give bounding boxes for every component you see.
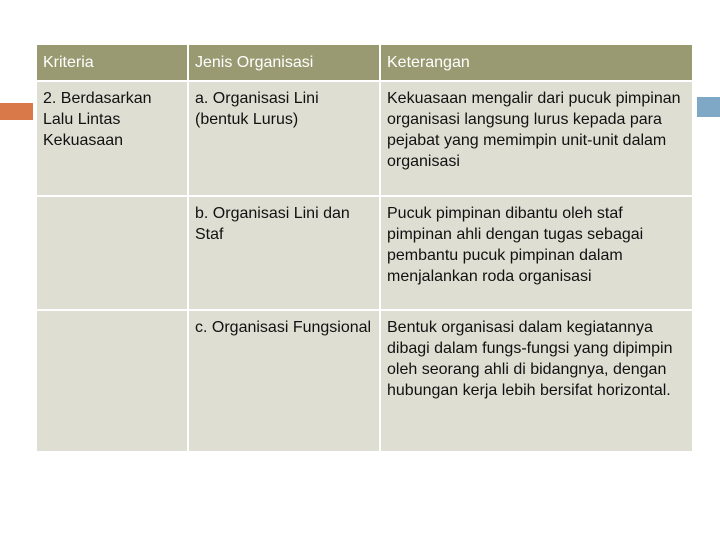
cell-jenis: c. Organisasi Fungsional [188, 310, 380, 452]
cell-kriteria [36, 310, 188, 452]
blue-accent-bar [697, 97, 720, 117]
cell-jenis: a. Organisasi Lini (bentuk Lurus) [188, 81, 380, 196]
table-row [36, 196, 693, 310]
table-header-row [36, 44, 693, 81]
cell-keterangan: Pucuk pimpinan dibantu oleh staf pimpinan ahli dengan tugas sebagai pembantu pucuk pimpinan dalam menjalankan roda organisasi [380, 196, 693, 310]
cell-kriteria [36, 196, 188, 310]
table-row [36, 81, 693, 196]
organization-criteria-table [35, 43, 694, 453]
table-row [36, 310, 693, 452]
cell-kriteria: 2. Berdasarkan Lalu Lintas Kekuasaan [36, 81, 188, 196]
header-jenis-organisasi: Jenis Organisasi [188, 44, 380, 81]
header-keterangan: Keterangan [380, 44, 693, 81]
header-kriteria: Kriteria [36, 44, 188, 81]
cell-jenis: b. Organisasi Lini dan Staf [188, 196, 380, 310]
cell-keterangan: Kekuasaan mengalir dari pucuk pimpinan organisasi langsung lurus kepada para pejabat yang memimpin unit-unit dalam organisasi [380, 81, 693, 196]
cell-keterangan: Bentuk organisasi dalam kegiatannya dibagi dalam fungs-fungsi yang dipimpin oleh seorang ahli di bidangnya, dengan hubungan kerja lebih bersifat horizontal. [380, 310, 693, 452]
orange-accent-bar [0, 103, 33, 120]
